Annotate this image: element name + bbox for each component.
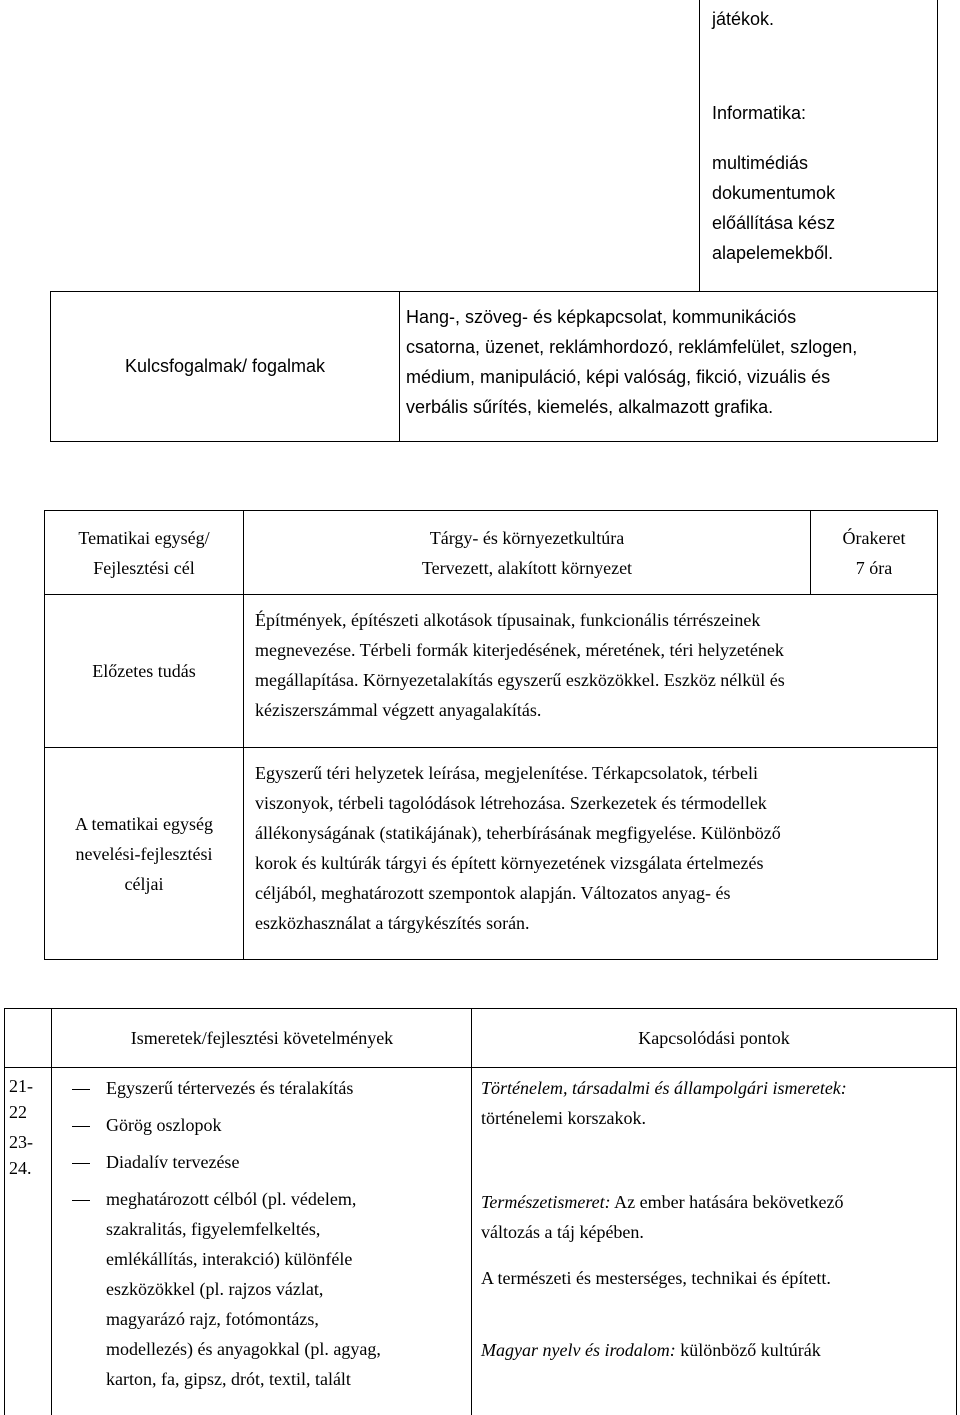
- conn-history: [481, 1073, 956, 1133]
- text-line: csatorna, üzenet, reklámhordozó, reklámfelület, szlogen,: [406, 337, 858, 357]
- header-right-line: 7 óra: [855, 557, 893, 578]
- text-line: szakralitás, figyelemfelkeltés,: [106, 1219, 321, 1239]
- text-line: előállítása kész: [712, 213, 836, 233]
- hours-line: 23-: [9, 1132, 33, 1152]
- prior-text-cell: [243, 594, 938, 748]
- req-item: Diadalív tervezése: [68, 1147, 472, 1177]
- text-line: céljából, meghatározott szempontok alapján. Változatos anyag- és: [255, 883, 731, 903]
- kulcs-label-cell: [50, 291, 400, 442]
- cell-text: [712, 148, 835, 268]
- text-line: médium, manipuláció, képi valóság, fikció, vizuális és: [406, 367, 831, 387]
- text-line: Egyszerű téri helyzetek leírása, megjelenítése. Térkapcsolatok, térbeli: [255, 763, 758, 783]
- conn-subject: Magyar nyelv és irodalom:: [481, 1340, 676, 1360]
- goals-label-cell: [44, 747, 244, 960]
- conn-nature: [481, 1263, 956, 1293]
- conn-subject: Természetismeret:: [481, 1192, 611, 1212]
- hours-line: 21-: [9, 1076, 33, 1096]
- text-line: kéziszerszámmal végzett anyagalakítás.: [255, 700, 542, 720]
- text-line: meghatározott célból (pl. védelem,: [106, 1189, 357, 1209]
- hours-cell: [4, 1067, 52, 1415]
- conn-science: [481, 1187, 956, 1247]
- header-left-line: Fejlesztési cél: [93, 557, 195, 578]
- text-line: verbális sűrítés, kiemelés, alkalmazott grafika.: [406, 397, 774, 417]
- conn-subject: Történelem, társadalmi és állampolgári ismeretek:: [481, 1078, 847, 1098]
- text-line: alapelemekből.: [712, 243, 834, 263]
- header-right-cell: [810, 510, 938, 595]
- conn-text: történelemi korszakok.: [481, 1108, 646, 1128]
- req-header-req: Ismeretek/fejlesztési követelmények: [130, 1027, 394, 1048]
- conn-text: változás a táj képében.: [481, 1222, 644, 1242]
- text-line: megnevezése. Térbeli formák kiterjedésének, méretének, téri helyzetének: [255, 640, 784, 660]
- top-table: [50, 0, 938, 442]
- req-header-hours-cell: [4, 1008, 52, 1068]
- hours-line: 22: [9, 1102, 27, 1122]
- req-item: Egyszerű tértervezés és téralakítás: [68, 1073, 472, 1103]
- text-line: karton, fa, gipsz, drót, textil, talált: [106, 1369, 351, 1389]
- prior-label-cell: [44, 594, 244, 748]
- text-line: emlékállítás, interakció) különféle: [106, 1249, 353, 1269]
- text-line: eszközhasználat a tárgykészítés során.: [255, 913, 530, 933]
- conn-cell: [471, 1067, 957, 1415]
- conn-text: különböző kultúrák: [675, 1340, 821, 1360]
- req-header-conn-cell: [471, 1008, 957, 1068]
- text-line: multimédiás: [712, 153, 809, 173]
- hours-line: 24.: [9, 1158, 32, 1178]
- goals-text-cell: [243, 747, 938, 960]
- req-list: [68, 1073, 472, 1394]
- text-line: dokumentumok: [712, 183, 836, 203]
- text-line: magyarázó rajz, fotómontázs,: [106, 1309, 319, 1329]
- prior-label: Előzetes tudás: [92, 660, 196, 681]
- text-line: korok és kultúrák tárgyi és épített környezetének vizsgálata értelmezés: [255, 853, 764, 873]
- unit-table: [44, 510, 938, 960]
- kulcs-text-cell: [399, 291, 938, 442]
- text-line: megállapítása. Környezetalakítás egyszerű eszközökkel. Eszköz nélkül és: [255, 670, 785, 690]
- goals-label-line: céljai: [124, 873, 164, 894]
- text-line: állékonyságának (statikájának), teherbírásának megfigyelése. Különböző: [255, 823, 781, 843]
- text-line: viszonyok, térbeli tagolódások létrehozása. Szerkezetek és térmodellek: [255, 793, 767, 813]
- text-line: Építmények, építészeti alkotások típusainak, funkcionális térrészeinek: [255, 610, 761, 630]
- header-right-line: Órakeret: [842, 527, 906, 548]
- text-line: Informatika:: [712, 103, 807, 123]
- req-header-req-cell: [51, 1008, 472, 1068]
- text-line: eszközökkel (pl. rajzos vázlat,: [106, 1279, 324, 1299]
- text-line: Hang-, szöveg- és képkapcsolat, kommunikációs: [406, 307, 797, 327]
- cell-text: [712, 98, 806, 128]
- req-items-cell: [51, 1067, 472, 1415]
- text-line: modellezés) és anyagokkal (pl. agyag,: [106, 1339, 381, 1359]
- header-mid-line: Tárgy- és környezetkultúra: [429, 527, 625, 548]
- req-header-conn: Kapcsolódási pontok: [638, 1027, 790, 1048]
- req-item-long: [68, 1184, 472, 1394]
- text-line: játékok.: [712, 9, 775, 29]
- kulcs-label: Kulcsfogalmak/ fogalmak: [124, 356, 326, 376]
- conn-text: Az ember hatására bekövetkező: [610, 1192, 844, 1212]
- header-left-line: Tematikai egység/: [78, 527, 210, 548]
- goals-label-line: A tematikai egység: [75, 813, 213, 834]
- requirements-table: [0, 1008, 960, 1415]
- header-left-cell: [44, 510, 244, 595]
- top-right-cell: [699, 0, 938, 292]
- conn-literature: [481, 1335, 956, 1365]
- cell-text: [712, 4, 774, 34]
- header-mid-line: Tervezett, alakított környezet: [421, 557, 633, 578]
- goals-label-line: nevelési-fejlesztési: [75, 843, 213, 864]
- req-item: Görög oszlopok: [68, 1110, 472, 1140]
- header-mid-cell: [243, 510, 811, 595]
- conn-text: A természeti és mesterséges, technikai és épített.: [481, 1268, 831, 1288]
